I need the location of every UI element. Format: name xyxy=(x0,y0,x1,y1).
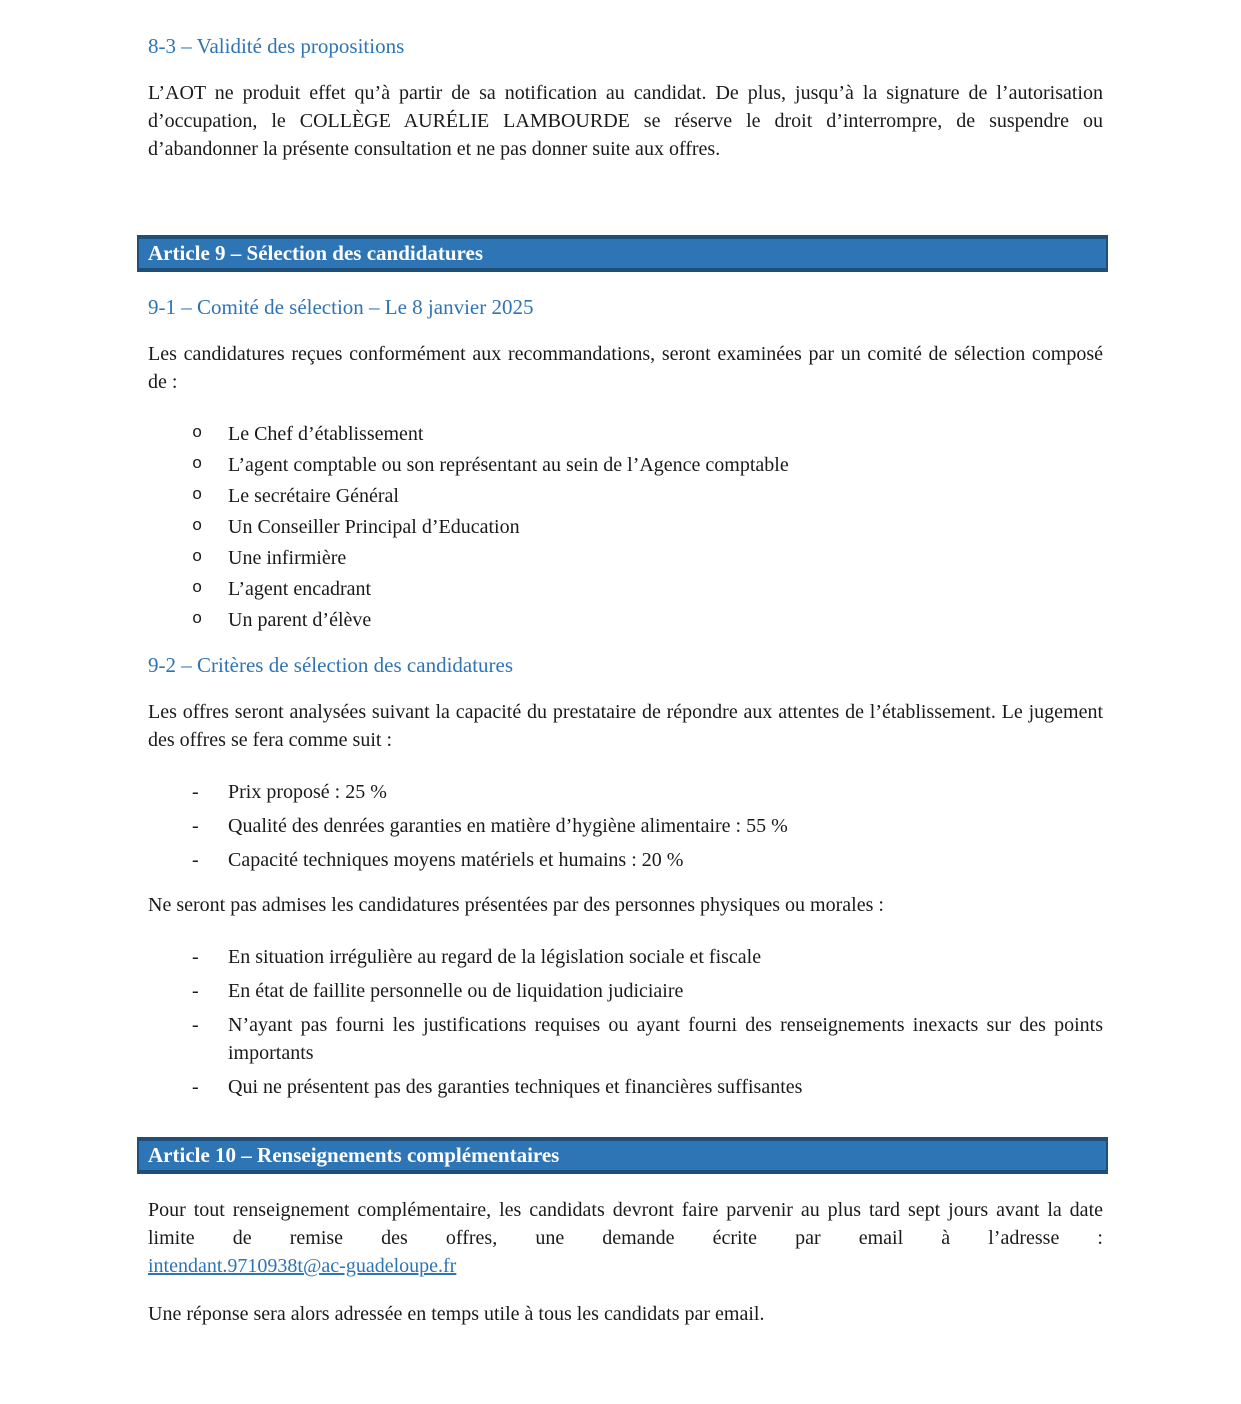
list-item xyxy=(148,977,1103,1005)
exclusion: N’ayant pas fourni les justifications requises ou ayant fourni des renseignements inexacts sur des points importants xyxy=(228,1014,1103,1064)
committee-member: Le secrétaire Général xyxy=(228,485,399,507)
list-item xyxy=(148,812,1103,840)
heading-9-2-criteres: 9-2 – Critères de sélection des candidatures xyxy=(148,653,514,677)
committee-member: Le Chef d’établissement xyxy=(228,423,424,445)
circle-bullet-icon: o xyxy=(192,486,203,505)
list-item xyxy=(148,606,1103,634)
criterion: Qualité des denrées garanties en matière d’hygiène alimentaire : 55 % xyxy=(228,815,788,837)
paragraph-reponse: Une réponse sera alors adressée en temps utile à tous les candidats par email. xyxy=(148,1303,765,1325)
dash-bullet-icon: - xyxy=(192,815,199,837)
dash-bullet-icon: - xyxy=(192,1014,199,1036)
list-item xyxy=(148,544,1103,572)
contact-text: Pour tout renseignement complémentaire, les candidats devront faire parvenir au plus tard sept jours avant la date limite de remise des offres, une demande écrite par email à l’adresse : xyxy=(148,1199,1103,1249)
paragraph-offres-intro: Les offres seront analysées suivant la capacité du prestataire de répondre aux attentes de l’établissement. Le jugement des offres se fera comme suit : xyxy=(148,701,1103,751)
heading-9-1-comite: 9-1 – Comité de sélection – Le 8 janvier 2025 xyxy=(148,295,534,319)
circle-bullet-icon: o xyxy=(192,548,203,567)
circle-bullet-icon: o xyxy=(192,424,203,443)
committee-member: L’agent comptable ou son représentant au sein de l’Agence comptable xyxy=(228,454,789,476)
article-9-banner: Article 9 – Sélection des candidatures xyxy=(137,235,1108,272)
list-item xyxy=(148,943,1103,971)
dash-bullet-icon: - xyxy=(192,849,199,871)
exclusion: Qui ne présentent pas des garanties techniques et financières suffisantes xyxy=(228,1076,803,1098)
heading-8-3-validite: 8-3 – Validité des propositions xyxy=(148,34,405,58)
criteria-list xyxy=(148,778,1103,874)
email-link[interactable]: intendant.9710938t@ac-guadeloupe.fr xyxy=(148,1255,457,1277)
committee-member: Un parent d’élève xyxy=(228,609,372,631)
circle-bullet-icon: o xyxy=(192,455,203,474)
dash-bullet-icon: - xyxy=(192,781,199,803)
dash-bullet-icon: - xyxy=(192,1076,199,1098)
paragraph-contact xyxy=(148,1196,1103,1280)
exclusions-list xyxy=(148,943,1103,1101)
list-item xyxy=(148,846,1103,874)
paragraph-exclusions-intro: Ne seront pas admises les candidatures présentées par des personnes physiques ou morales : xyxy=(148,894,884,916)
list-item xyxy=(148,778,1103,806)
committee-members-list xyxy=(148,420,1103,634)
criterion: Capacité techniques moyens matériels et humains : 20 % xyxy=(228,849,684,871)
dash-bullet-icon: - xyxy=(192,946,199,968)
committee-member: Une infirmière xyxy=(228,547,347,569)
criterion: Prix proposé : 25 % xyxy=(228,781,387,803)
list-item xyxy=(148,482,1103,510)
paragraph-comite-intro: Les candidatures reçues conformément aux recommandations, seront examinées par un comité de sélection composé de : xyxy=(148,343,1103,393)
list-item xyxy=(148,513,1103,541)
dash-bullet-icon: - xyxy=(192,980,199,1002)
list-item xyxy=(148,420,1103,448)
exclusion: En état de faillite personnelle ou de liquidation judiciaire xyxy=(228,980,684,1002)
list-item xyxy=(148,1011,1103,1067)
circle-bullet-icon: o xyxy=(192,517,203,536)
committee-member: L’agent encadrant xyxy=(228,578,372,600)
committee-member: Un Conseiller Principal d’Education xyxy=(228,516,520,538)
list-item xyxy=(148,1073,1103,1101)
list-item xyxy=(148,575,1103,603)
paragraph-validite: L’AOT ne produit effet qu’à partir de sa notification au candidat. De plus, jusqu’à la signature de l’autorisation d’occupation, le COLLÈGE AURÉLIE LAMBOURDE se réserve le droit d’interrompre, de suspendre ou d’abandonner la présente consultation et ne pas donner suite aux offres. xyxy=(148,82,1103,160)
list-item xyxy=(148,451,1103,479)
article-10-banner: Article 10 – Renseignements complémentaires xyxy=(137,1137,1108,1174)
exclusion: En situation irrégulière au regard de la législation sociale et fiscale xyxy=(228,946,762,968)
circle-bullet-icon: o xyxy=(192,579,203,598)
circle-bullet-icon: o xyxy=(192,610,203,629)
